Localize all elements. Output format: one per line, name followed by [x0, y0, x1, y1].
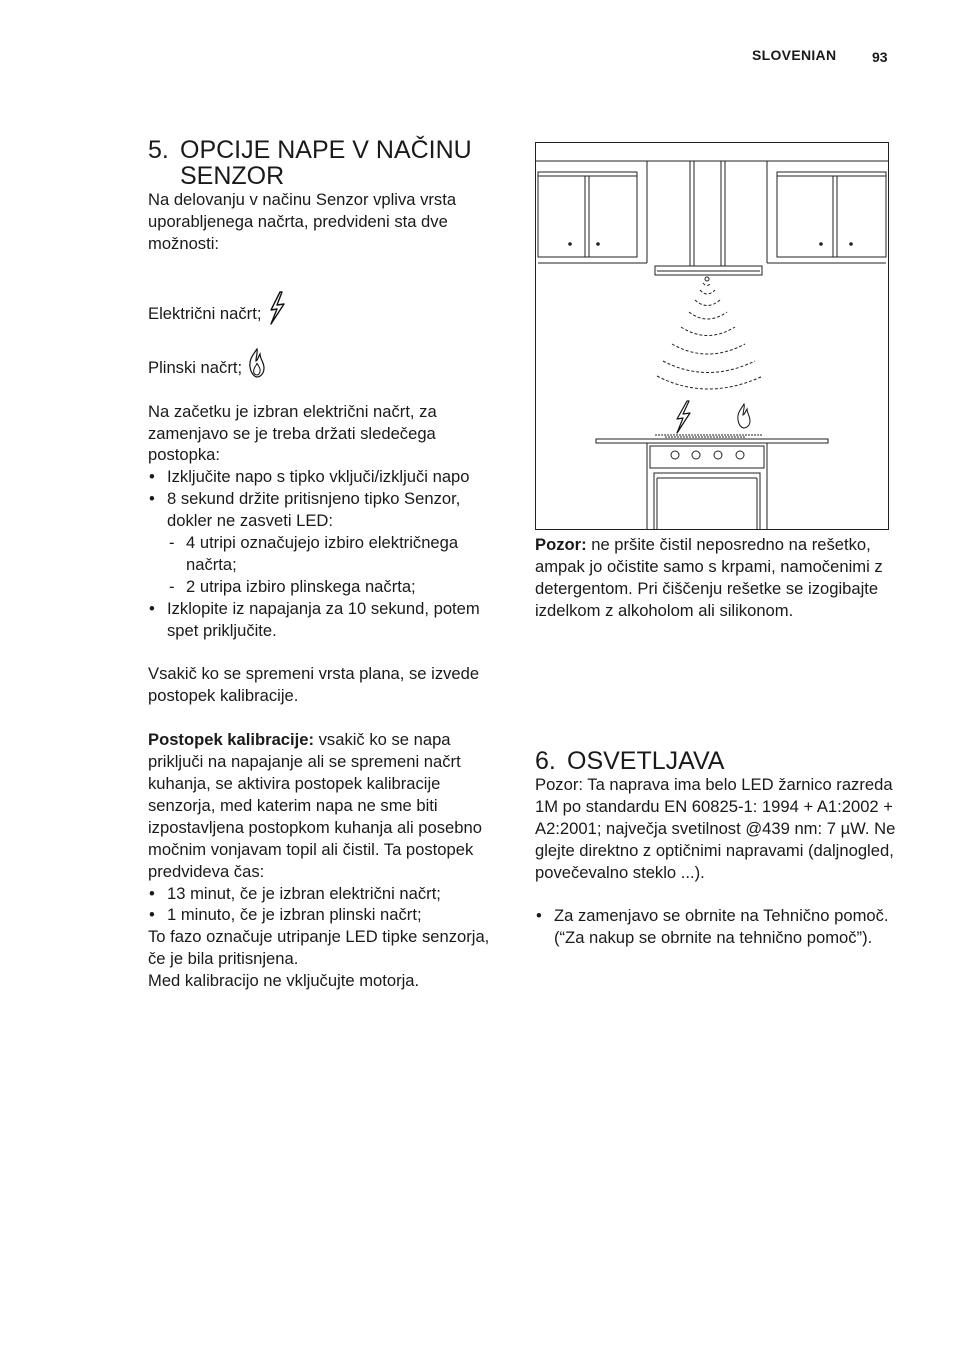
procedure-step: • Izklopite iz napajanja za 10 sekund, potem spet priključite. [148, 598, 508, 642]
section-6-title: OSVETLJAVA [567, 747, 725, 775]
running-header-language: SLOVENIAN [752, 47, 837, 63]
electric-plan-line [148, 291, 508, 325]
hood-sensor-illustration [535, 142, 889, 530]
section-5-title-line2: SENZOR [180, 162, 285, 190]
change-plan-text: Vsakič ko se spremeni vrsta plana, se izvede postopek kalibracije. [148, 664, 480, 706]
section-5-number: 5. [148, 136, 169, 164]
gas-plan-label: Plinski načrt; [148, 357, 243, 377]
calibration-times-list [148, 883, 508, 927]
flame-icon [247, 347, 267, 379]
lighting-text: Pozor: Ta naprava ima belo LED žarnico razreda 1M po standardu EN 60825-1: 1994 + A1:2002 + A2:2001; največja svetilnost @439 nm: 7 µW. Ne glejte direktno z optičnimi napravami (daljnogled, povečevalno steklo ...). [535, 775, 896, 882]
warning-label: Pozor: [535, 535, 587, 554]
section-6-heading [535, 748, 900, 774]
calibration-time-item: • 1 minuto, če je izbran plinski načrt; [148, 904, 508, 926]
cleaning-warning [535, 534, 900, 622]
electric-plan-label: Električni načrt; [148, 303, 262, 323]
led-blink-item: - 4 utripi označujejo izbiro električnega načrta; [148, 532, 508, 576]
section-6-number: 6. [535, 747, 556, 775]
lighting-bullet: • Za zamenjavo se obrnite na Tehnično pomoč. (“Za nakup se obrnite na tehnično pomoč”). [535, 905, 900, 949]
section-6 [535, 748, 900, 949]
section-5-title [180, 137, 472, 189]
led-blink-item: - 2 utripa izbiro plinskega načrta; [148, 576, 508, 598]
gas-plan-line [148, 347, 508, 379]
section-5 [148, 137, 508, 992]
procedure-step: • Izključite napo s tipko vključi/izključi napo [148, 466, 508, 488]
procedure-list-cont [148, 598, 508, 642]
procedure-list [148, 466, 508, 532]
section-5-title-line1: OPCIJE NAPE V NAČINU [180, 136, 472, 164]
calibration-time-item: • 13 minut, če je izbran električni načrt; [148, 883, 508, 905]
warning-paragraph [535, 534, 900, 622]
section-5-heading [148, 137, 508, 189]
default-plan-text: Na začetku je izbran električni načrt, za zamenjavo se je treba držati sledečega postopka: [148, 401, 437, 465]
procedure-step: • 8 sekund držite pritisnjeno tipko Senzor, dokler ne zasveti LED: [148, 488, 508, 532]
calibration-text: vsakič ko se napa priključi na napajanje ali se spremeni načrt kuhanja, se aktivira postopek kalibracije senzorja, med katerim napa ne sme biti izpostavljena postopkom kuhanja ali posebno močnim vonjavam topil ali čistil. Ta postopek predvideva čas: [148, 730, 482, 881]
intro-paragraph: Na delovanju v načinu Senzor vpliva vrsta uporabljenega načrta, predvideni sta dve možnosti: [148, 190, 457, 253]
led-blink-list [148, 532, 508, 598]
page-number: 93 [872, 49, 888, 65]
calibration-paragraph [148, 729, 508, 882]
led-phase-text: To fazo označuje utripanje LED tipke senzorja, če je bila pritisnjena. [148, 927, 490, 969]
lightning-icon [266, 291, 286, 325]
lighting-bullets [535, 905, 900, 949]
warning-text: ne pršite čistil neposredno na rešetko, ampak jo očistite samo s krpami, namočenimi z detergentom. Pri čiščenju rešetke se izogibajte izdelkom z alkoholom ali silikonom. [535, 535, 883, 620]
calibration-label: Postopek kalibracije: [148, 730, 315, 750]
motor-warning-text: Med kalibracijo ne vključujte motorja. [148, 971, 420, 991]
